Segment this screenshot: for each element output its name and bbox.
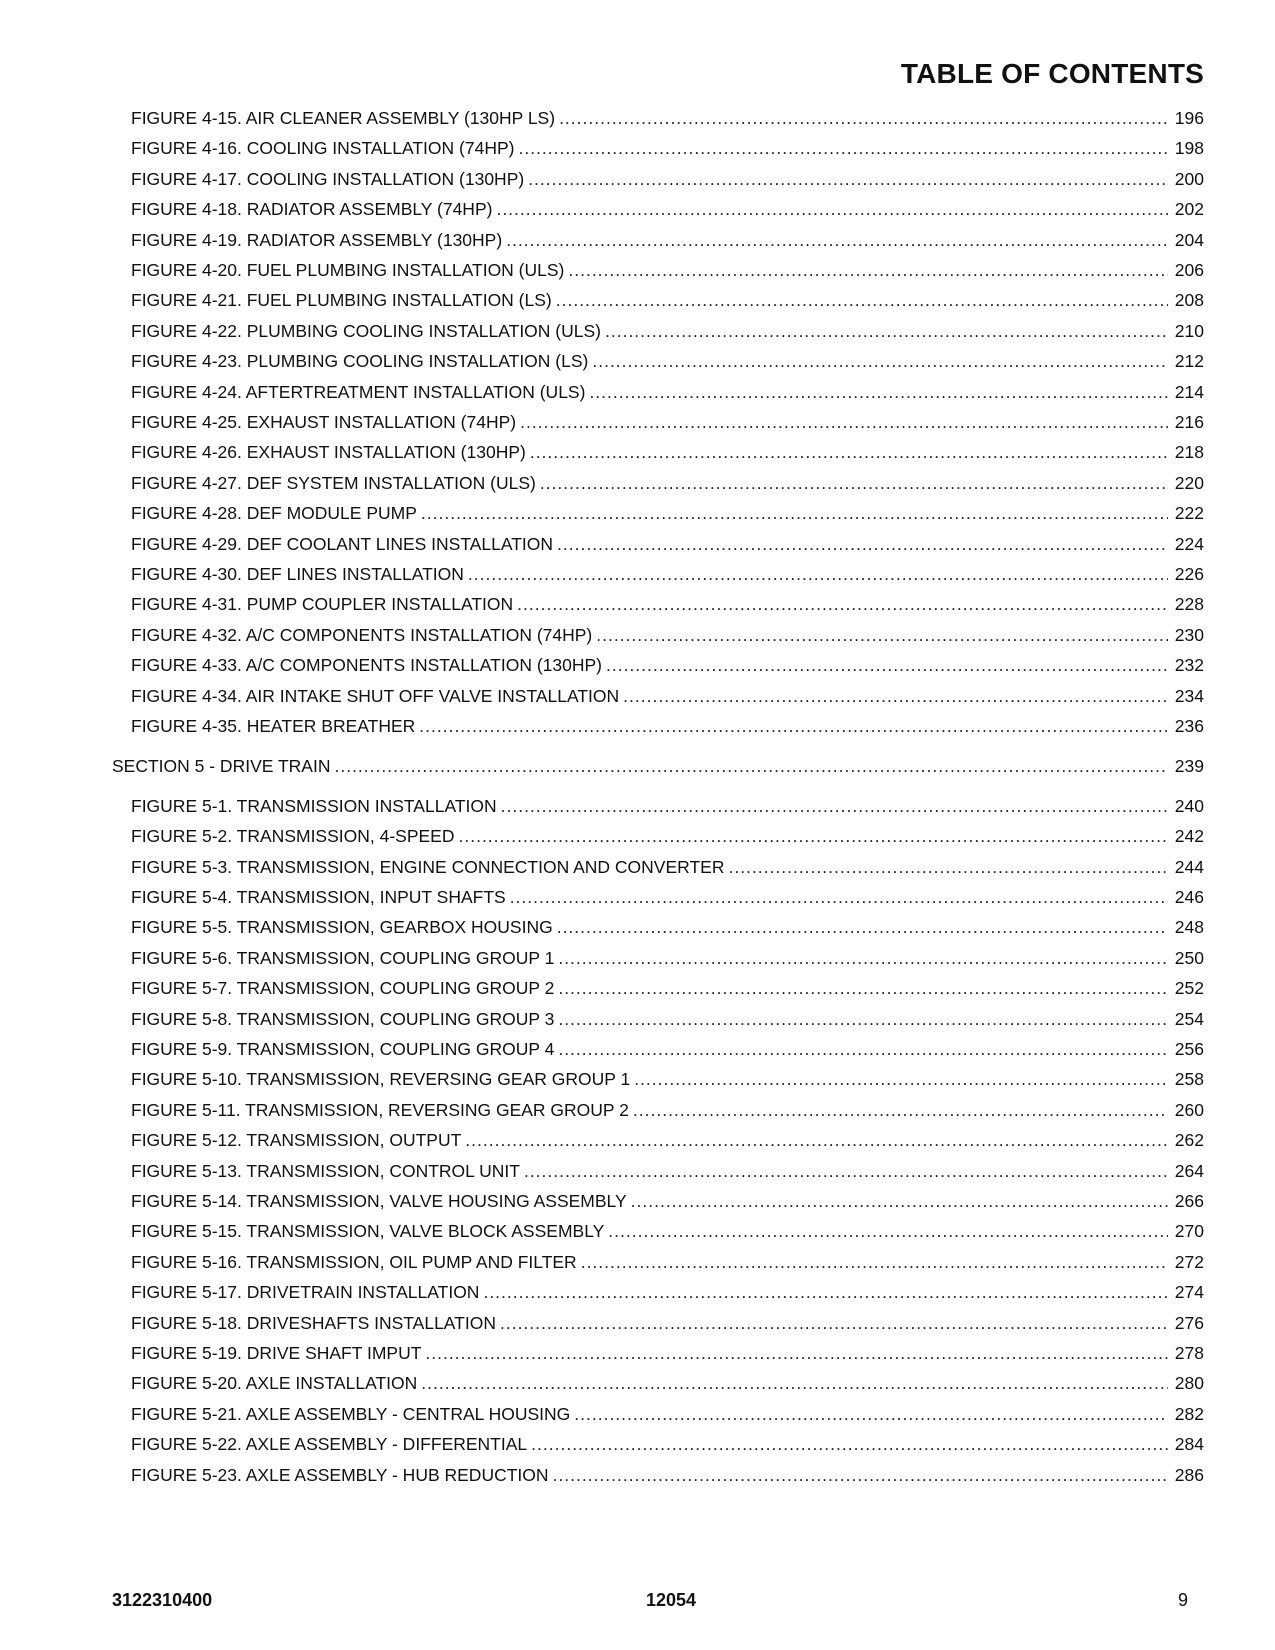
dot-leader	[425, 1343, 1168, 1364]
toc-entry-label: FIGURE 4-31. PUMP COUPLER INSTALLATION	[131, 594, 514, 615]
toc-entry-page: 278	[1174, 1343, 1204, 1363]
toc-figure-entry[interactable]	[131, 655, 1204, 685]
toc-entry-label: FIGURE 4-24. AFTERTREATMENT INSTALLATION (ULS)	[131, 381, 586, 402]
toc-figure-entry[interactable]	[131, 382, 1204, 412]
dot-leader	[419, 716, 1168, 737]
toc-entry-label: FIGURE 4-34. AIR INTAKE SHUT OFF VALVE INSTALLATION	[131, 685, 620, 706]
toc-figure-entry[interactable]	[131, 473, 1204, 503]
toc-entry-label: FIGURE 5-20. AXLE INSTALLATION	[131, 1373, 418, 1394]
toc-entry-label: FIGURE 4-35. HEATER BREATHER	[131, 716, 416, 736]
toc-entry-page: 286	[1174, 1464, 1204, 1485]
toc-entry-page: 239	[1174, 756, 1204, 777]
toc-entry-label: FIGURE 4-25. EXHAUST INSTALLATION (74HP)	[131, 412, 517, 432]
toc-figure-entry[interactable]	[131, 978, 1204, 1008]
toc-figure-entry[interactable]	[131, 290, 1204, 320]
toc-figure-entry[interactable]	[131, 917, 1204, 947]
toc-figure-entry[interactable]	[131, 199, 1204, 229]
dot-leader	[510, 887, 1168, 908]
dot-leader	[496, 199, 1168, 220]
toc-section-entry[interactable]	[112, 756, 1204, 786]
toc-entry-page: 258	[1174, 1069, 1204, 1090]
toc-entry-page: 262	[1174, 1130, 1204, 1151]
dot-leader	[558, 1039, 1168, 1060]
toc-figure-entry[interactable]	[131, 564, 1204, 594]
dot-leader	[581, 1252, 1168, 1273]
toc-entry-page: 202	[1174, 199, 1204, 220]
dot-leader	[557, 917, 1168, 938]
dot-leader	[606, 655, 1168, 676]
toc-entry-label: FIGURE 5-19. DRIVE SHAFT IMPUT	[131, 1343, 422, 1363]
toc-figure-entry[interactable]	[131, 1130, 1204, 1160]
toc-entry-label: FIGURE 5-7. TRANSMISSION, COUPLING GROUP 2	[131, 978, 555, 999]
toc-entry-label: FIGURE 5-14. TRANSMISSION, VALVE HOUSING ASSEMBLY	[131, 1191, 627, 1211]
toc-entry-page: 272	[1174, 1251, 1204, 1272]
toc-entry-label: FIGURE 4-15. AIR CLEANER ASSEMBLY (130HP LS)	[131, 108, 556, 128]
toc-entry-label: FIGURE 4-23. PLUMBING COOLING INSTALLATION (LS)	[131, 351, 589, 372]
toc-entry-page: 248	[1174, 917, 1204, 938]
toc-figure-entry[interactable]	[131, 534, 1204, 564]
toc-entry-page: 220	[1174, 472, 1204, 493]
page-title: TABLE OF CONTENTS	[900, 58, 1204, 89]
toc-entry-page: 276	[1174, 1312, 1204, 1333]
dot-leader	[605, 321, 1168, 342]
toc-entry-page: 256	[1174, 1039, 1204, 1059]
toc-entry-page: 260	[1174, 1099, 1204, 1120]
dot-leader	[623, 686, 1168, 707]
toc-entry-label: FIGURE 4-29. DEF COOLANT LINES INSTALLATION	[131, 533, 554, 554]
dot-leader	[631, 1191, 1168, 1212]
toc-figure-entry[interactable]	[131, 1373, 1204, 1403]
dot-leader	[558, 978, 1168, 999]
toc-figure-entry[interactable]	[131, 169, 1204, 199]
toc-figure-entry[interactable]	[131, 796, 1204, 826]
toc-entry-page: 218	[1174, 442, 1204, 463]
toc-entry-label: FIGURE 5-17. DRIVETRAIN INSTALLATION	[131, 1282, 480, 1303]
dot-leader	[728, 857, 1168, 878]
toc-figure-entry[interactable]	[131, 1069, 1204, 1099]
dot-leader	[608, 1221, 1168, 1242]
toc-entry-page: 274	[1174, 1282, 1204, 1303]
dot-leader	[592, 351, 1168, 372]
toc-figure-entry[interactable]	[131, 1252, 1204, 1282]
dot-leader	[574, 1404, 1168, 1425]
toc-figure-entry[interactable]	[131, 1161, 1204, 1191]
toc-entry-page: 200	[1174, 168, 1204, 189]
toc-figure-entry[interactable]	[131, 826, 1204, 856]
toc-entry-page: 236	[1174, 716, 1204, 736]
toc-figure-entry[interactable]	[131, 1100, 1204, 1130]
toc-entry-label: FIGURE 5-13. TRANSMISSION, CONTROL UNIT	[131, 1160, 520, 1181]
toc-figure-entry[interactable]	[131, 260, 1204, 290]
toc-entry-label: FIGURE 5-23. AXLE ASSEMBLY - HUB REDUCTION	[131, 1464, 549, 1485]
dot-leader	[506, 230, 1168, 251]
dot-leader	[528, 169, 1168, 190]
dot-leader	[540, 473, 1168, 494]
toc-entry-page: 196	[1174, 108, 1204, 128]
toc-figure-entry[interactable]	[131, 948, 1204, 978]
page-number: 9	[1177, 1590, 1188, 1610]
toc-figure-entry[interactable]	[131, 1313, 1204, 1343]
toc-entry-label: FIGURE 4-20. FUEL PLUMBING INSTALLATION (ULS)	[131, 260, 565, 280]
dot-leader	[596, 625, 1168, 646]
toc-figure-entry[interactable]	[131, 594, 1204, 624]
dot-leader	[531, 1434, 1168, 1455]
toc-entry-page: 254	[1174, 1008, 1204, 1029]
toc-figure-entry[interactable]	[131, 686, 1204, 716]
toc-entry-page: 226	[1174, 564, 1204, 584]
toc-entry-label: FIGURE 4-26. EXHAUST INSTALLATION (130HP)	[131, 442, 526, 463]
footer-code: 12054	[646, 1590, 697, 1610]
toc-entry-page: 228	[1174, 594, 1204, 615]
toc-figure-entry[interactable]	[131, 138, 1204, 168]
toc-entry-label: FIGURE 4-27. DEF SYSTEM INSTALLATION (ULS)	[131, 472, 536, 493]
dot-leader	[524, 1161, 1168, 1182]
toc-figure-entry[interactable]	[131, 1404, 1204, 1434]
toc-entry-page: 222	[1174, 503, 1204, 524]
dot-leader	[468, 564, 1168, 585]
dot-leader	[465, 1130, 1168, 1151]
toc-entry-label: FIGURE 4-32. A/C COMPONENTS INSTALLATION (74HP)	[131, 624, 593, 645]
toc-figure-entry[interactable]	[131, 1434, 1204, 1464]
toc-entry-page: 246	[1174, 887, 1204, 907]
toc-entry-page: 206	[1174, 260, 1204, 280]
toc-entry-label: FIGURE 5-11. TRANSMISSION, REVERSING GEAR GROUP 2	[131, 1099, 629, 1120]
dot-leader	[553, 1465, 1168, 1486]
toc-figure-entry[interactable]	[131, 1009, 1204, 1039]
toc-entry-page: 244	[1174, 856, 1204, 877]
toc-entry-page: 270	[1174, 1221, 1204, 1242]
toc-figure-entry[interactable]	[131, 108, 1204, 138]
toc-figure-entry[interactable]	[131, 442, 1204, 472]
toc-entry-label: FIGURE 5-15. TRANSMISSION, VALVE BLOCK ASSEMBLY	[131, 1221, 605, 1242]
toc-entry-label: FIGURE 4-33. A/C COMPONENTS INSTALLATION (130HP)	[131, 655, 602, 676]
toc-entry-page: 252	[1174, 978, 1204, 999]
toc-entry-page: 210	[1174, 320, 1204, 341]
toc-entry-label: FIGURE 5-5. TRANSMISSION, GEARBOX HOUSING	[131, 917, 553, 938]
toc-entry-label: FIGURE 5-22. AXLE ASSEMBLY - DIFFERENTIAL	[131, 1434, 528, 1455]
toc-entry-label: FIGURE 5-2. TRANSMISSION, 4-SPEED	[131, 826, 455, 847]
toc-entry-page: 214	[1174, 381, 1204, 402]
dot-leader	[421, 503, 1168, 524]
toc-entry-label: FIGURE 5-4. TRANSMISSION, INPUT SHAFTS	[131, 887, 506, 907]
dot-leader	[501, 796, 1168, 817]
toc-figure-entry[interactable]	[131, 1221, 1204, 1251]
toc-entry-page: 284	[1174, 1434, 1204, 1455]
toc-entry-label: FIGURE 4-18. RADIATOR ASSEMBLY (74HP)	[131, 199, 493, 220]
toc-figure-entry[interactable]	[131, 351, 1204, 381]
toc-entry-label: FIGURE 5-21. AXLE ASSEMBLY - CENTRAL HOUSING	[131, 1403, 571, 1424]
dot-leader	[557, 534, 1168, 555]
toc-figure-entry[interactable]	[131, 1191, 1204, 1221]
toc-entry-label: FIGURE 5-12. TRANSMISSION, OUTPUT	[131, 1130, 462, 1151]
dot-leader	[559, 108, 1168, 129]
toc-entry-page: 240	[1174, 795, 1204, 816]
toc-entry-label: FIGURE 4-22. PLUMBING COOLING INSTALLATION (ULS)	[131, 320, 601, 341]
toc-entry-label: FIGURE 4-16. COOLING INSTALLATION (74HP)	[131, 138, 515, 159]
toc-figure-entry[interactable]	[131, 230, 1204, 260]
toc-entry-page: 198	[1174, 138, 1204, 159]
dot-leader	[558, 948, 1168, 969]
toc-entry-label: FIGURE 5-18. DRIVESHAFTS INSTALLATION	[131, 1312, 496, 1333]
toc-figure-entry[interactable]	[131, 716, 1204, 746]
toc-figure-entry[interactable]	[131, 625, 1204, 655]
toc-figure-entry[interactable]	[131, 887, 1204, 917]
toc-entry-page: 242	[1174, 826, 1204, 847]
document-number: 3122310400	[112, 1590, 213, 1610]
dot-leader	[421, 1373, 1168, 1394]
toc-entry-page: 234	[1174, 685, 1204, 706]
dot-leader	[500, 1313, 1168, 1334]
toc-entry-label: FIGURE 4-21. FUEL PLUMBING INSTALLATION (LS)	[131, 290, 552, 311]
dot-leader	[633, 1100, 1168, 1121]
toc-entry-page: 232	[1174, 655, 1204, 676]
toc-entry-page: 280	[1174, 1373, 1204, 1394]
toc-figure-entry[interactable]	[131, 857, 1204, 887]
dot-leader	[558, 1009, 1168, 1030]
toc-entry-label: FIGURE 5-1. TRANSMISSION INSTALLATION	[131, 795, 497, 816]
toc-entry-page: 250	[1174, 947, 1204, 968]
toc-entry-page: 264	[1174, 1160, 1204, 1181]
dot-leader	[459, 826, 1169, 847]
toc-entry-label: FIGURE 5-9. TRANSMISSION, COUPLING GROUP 4	[131, 1039, 555, 1059]
toc-figure-entry[interactable]	[131, 1343, 1204, 1373]
dot-leader	[556, 290, 1168, 311]
toc-figure-entry[interactable]	[131, 1039, 1204, 1069]
toc-entry-label: SECTION 5 - DRIVE TRAIN	[112, 756, 331, 777]
toc-entry-label: FIGURE 4-17. COOLING INSTALLATION (130HP)	[131, 168, 525, 189]
dot-leader	[568, 260, 1168, 281]
toc-figure-entry[interactable]	[131, 321, 1204, 351]
dot-leader	[483, 1282, 1168, 1303]
toc-entry-page: 208	[1174, 290, 1204, 311]
toc-entry-label: FIGURE 5-16. TRANSMISSION, OIL PUMP AND FILTER	[131, 1251, 577, 1272]
toc-entry-label: FIGURE 5-8. TRANSMISSION, COUPLING GROUP 3	[131, 1008, 555, 1029]
toc-entry-label: FIGURE 4-19. RADIATOR ASSEMBLY (130HP)	[131, 229, 503, 250]
toc-entry-page: 266	[1174, 1191, 1204, 1211]
toc-entry-page: 282	[1174, 1403, 1204, 1424]
toc-entry-page: 212	[1174, 351, 1204, 372]
toc-entry-label: FIGURE 4-30. DEF LINES INSTALLATION	[131, 564, 464, 584]
toc-entry-page: 204	[1174, 229, 1204, 250]
toc-figure-entry[interactable]	[131, 1465, 1204, 1495]
dot-leader	[517, 594, 1168, 615]
toc-entry-page: 230	[1174, 624, 1204, 645]
page-footer	[112, 1590, 1204, 1614]
toc-figure-entry[interactable]	[131, 503, 1204, 533]
dot-leader	[589, 382, 1168, 403]
toc-figure-entry[interactable]	[131, 412, 1204, 442]
dot-leader	[530, 442, 1168, 463]
toc-figure-entry[interactable]	[131, 1282, 1204, 1312]
dot-leader	[334, 756, 1168, 777]
dot-leader	[518, 138, 1168, 159]
toc-entry-page: 224	[1174, 533, 1204, 554]
toc-entry-label: FIGURE 5-6. TRANSMISSION, COUPLING GROUP 1	[131, 947, 555, 968]
dot-leader	[634, 1069, 1168, 1090]
toc-entry-label: FIGURE 4-28. DEF MODULE PUMP	[131, 503, 417, 524]
dot-leader	[520, 412, 1168, 433]
toc-entry-page: 216	[1174, 412, 1204, 432]
toc-entry-label: FIGURE 5-10. TRANSMISSION, REVERSING GEAR GROUP 1	[131, 1069, 631, 1090]
toc-entry-label: FIGURE 5-3. TRANSMISSION, ENGINE CONNECTION AND CONVERTER	[131, 856, 725, 877]
